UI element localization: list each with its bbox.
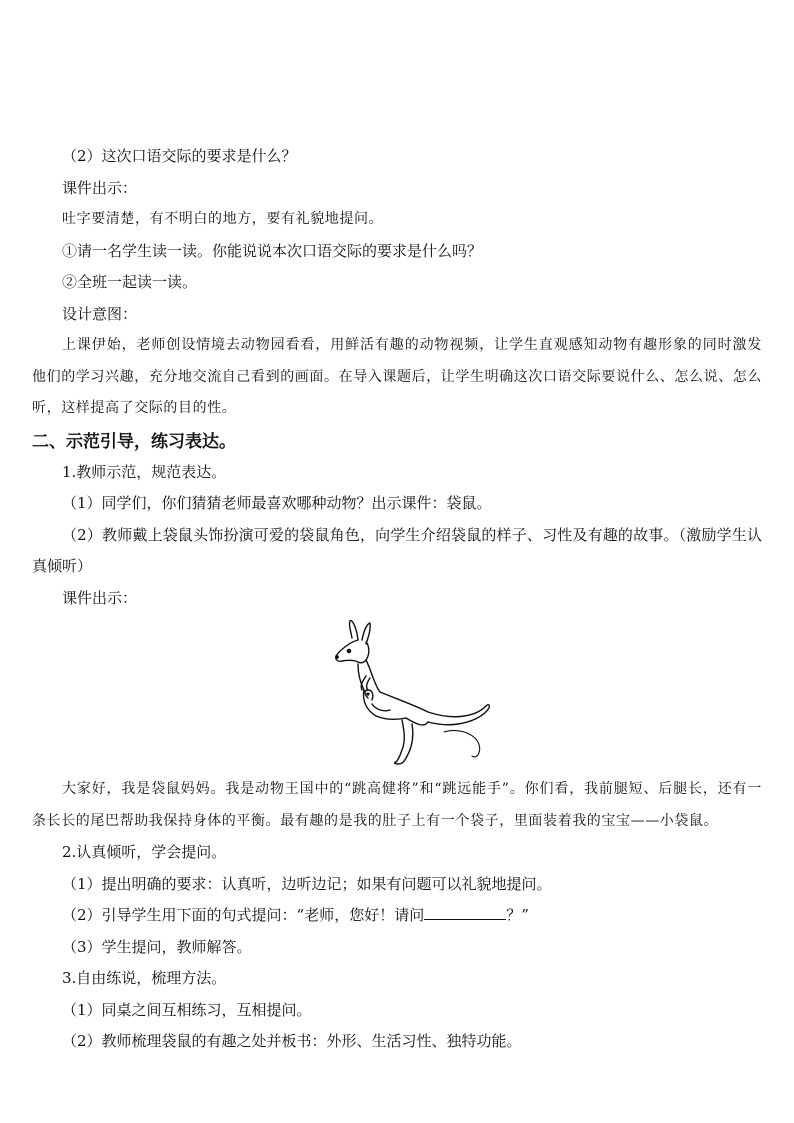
kangaroo-intro-text: 大家好，我是袋鼠妈妈。我是动物王国中的“跳高健将”和“跳远能手”。你们看，我前腿短、后腿长，还有一条长长的尾巴帮助我保持身体的平衡。最有趣的是我的肚子上有一个袋子，里面装着我的宝宝——小袋鼠。	[32, 781, 762, 829]
courseware-label-2: 课件出示：	[62, 588, 138, 607]
item-1-1: （1）同学们，你们猜猜老师最喜欢哪种动物？出示课件：袋鼠。	[62, 494, 492, 512]
question-2: （2）这次口语交际的要求是什么？	[62, 147, 297, 165]
section-heading: 二、示范引导，练习表达。	[32, 431, 236, 452]
item-1-2: （2）教师戴上袋鼠头饰扮演可爱的袋鼠角色，向学生介绍袋鼠的样子、习性及有趣的故事。（激励学生认真倾听）	[32, 525, 762, 575]
item-2-1: （1）提出明确的要求：认真听，边听边记；如果有问题可以礼貌地提问。	[62, 874, 552, 893]
step-2: ②全班一起读一读。	[62, 273, 198, 291]
courseware-label: 课件出示：	[62, 178, 138, 197]
design-label: 设计意图：	[62, 304, 138, 323]
item-2-title: 2.认真倾听，学会提问。	[62, 843, 227, 861]
fill-in-blank	[424, 905, 506, 920]
courseware-text: 吐字要清楚，有不明白的地方，要有礼貌地提问。	[62, 211, 384, 227]
kangaroo-icon	[332, 620, 502, 770]
item-1-title: 1.教师示范，规范表达。	[62, 462, 227, 481]
lesson-content	[32, 141, 762, 1058]
design-text: 上课伊始，老师创设情境去动物园看看，用鲜活有趣的动物视频，让学生直观感知动物有趣形象的同时激发他们的学习兴趣，充分地交流自己看到的画面。在导入课题后，让学生明确这次口语交际要说什么、怎么说、怎么听，这样提高了交际的目的性。	[32, 337, 762, 416]
item-2-2	[32, 900, 762, 932]
kangaroo-figure	[32, 614, 762, 774]
step-1: ①请一名学生读一读。你能说说本次口语交际的要求是什么吗？	[62, 241, 483, 260]
item-2-2-prefix: （2）引导学生用下面的句式提问：“老师，您好！请问	[62, 906, 425, 924]
item-3-title: 3.自由练说，梳理方法。	[62, 969, 227, 987]
item-3-1: （1）同桌之间互相练习，互相提问。	[62, 1000, 312, 1019]
item-2-2-suffix: ？”	[506, 906, 529, 924]
item-3-2: （2）教师梳理袋鼠的有趣之处并板书：外形、生活习性、独特功能。	[62, 1032, 522, 1050]
item-2-3: （3）学生提问，教师解答。	[62, 937, 252, 956]
